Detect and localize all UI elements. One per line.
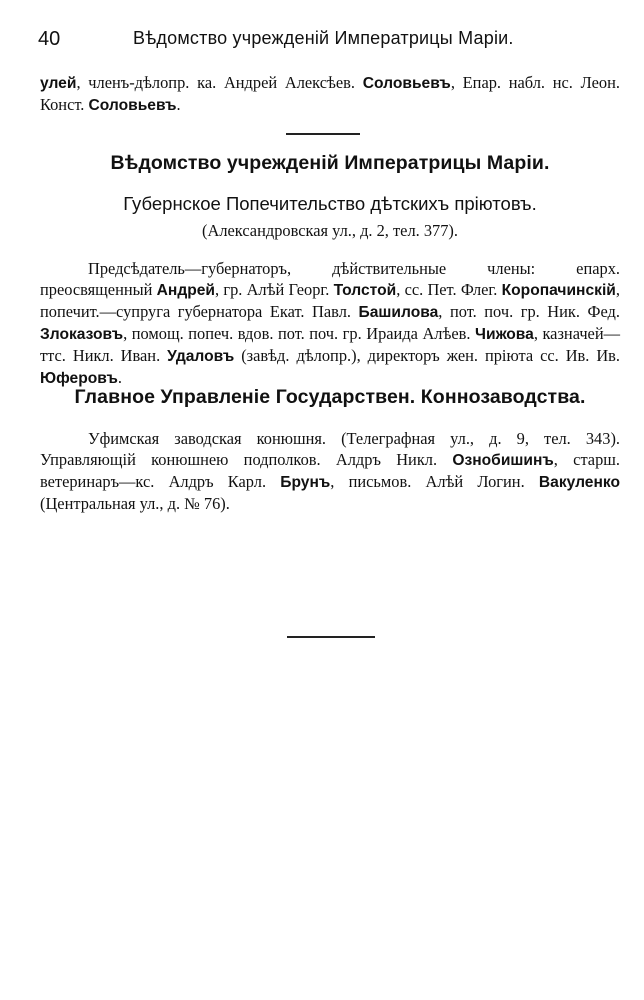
continuation-paragraph: [40, 72, 620, 116]
bold-name: Коропачинскій: [501, 282, 616, 299]
running-head: [38, 26, 614, 54]
page-number: 40: [38, 28, 61, 50]
text-run: , попечит.—супруга губернатора Екат. Павл.: [40, 280, 620, 321]
text-run: (завѣд. дѣлопр.), директоръ жен. пріюта сс. Ив. Ив.: [234, 346, 621, 365]
text-run: , сс. Пет. Флег.: [396, 280, 502, 299]
bold-name: Андрей: [156, 282, 216, 299]
bold-name: Удаловъ: [167, 348, 235, 365]
text-run: , членъ-дѣлопр. ка. Андрей Алексѣев.: [76, 73, 363, 92]
text-run: , гр. Алѣй Георг.: [215, 280, 334, 299]
end-divider: [287, 636, 375, 638]
bold-name: Соловьевъ: [88, 97, 177, 114]
text-run: , помощ. попеч. вдов. пот. поч. гр. Ираида Алѣев.: [123, 324, 476, 343]
bold-name: Башилова: [358, 304, 439, 321]
bold-name: Толстой: [333, 282, 397, 299]
section-title: Вѣдомство учрежденій Императрицы Маріи.: [110, 152, 550, 174]
text-run: , старш. ветеринаръ—кс. Алдръ Карл.: [40, 450, 620, 491]
bold-name: Злоказовъ: [40, 326, 124, 343]
running-title: Вѣдомство учрежденій Императрицы Маріи.: [133, 28, 514, 48]
text-run: , пот. поч. гр. Ник. Фед.: [438, 302, 620, 321]
section-subtitle: Губернское Попечительство дѣтскихъ пріютовъ.: [123, 193, 537, 214]
bold-name: Брунъ: [280, 474, 331, 491]
bold-name: улей: [40, 75, 77, 92]
bold-name: Чижова: [475, 326, 534, 343]
text-run: Предсѣдатель—губернаторъ, дѣйствительные члены: епарх. преосвященный: [40, 259, 620, 299]
section-divider: [286, 133, 360, 135]
text-run: , казначей—ттс. Никл. Иван.: [40, 324, 620, 365]
bold-name: Вакуленко: [538, 474, 621, 491]
text-run: .: [176, 95, 181, 114]
text-run: Уфимская заводская конюшня. (Телеграфная ул., д. 9, тел. 343). Управляющій конюшнею подполков. Алдръ Никл.: [40, 429, 620, 469]
bold-name: Ознобишинъ: [452, 452, 554, 469]
section-paragraph: [40, 428, 620, 514]
section-address: (Александровская ул., д. 2, тел. 377).: [202, 221, 458, 240]
bold-name: Юферовъ: [40, 370, 118, 387]
text-run: (Центральная ул., д. № 76).: [40, 494, 230, 513]
bold-name: Соловьевъ: [362, 75, 451, 92]
section-paragraph: [40, 258, 620, 389]
text-run: .: [117, 368, 122, 387]
text-run: , Епар. набл. нс. Леон. Конст.: [40, 73, 620, 114]
text-run: , письмов. Алѣй Логин.: [330, 472, 539, 491]
section-title: Главное Управленіе Государствен. Коннозаводства.: [74, 386, 586, 408]
